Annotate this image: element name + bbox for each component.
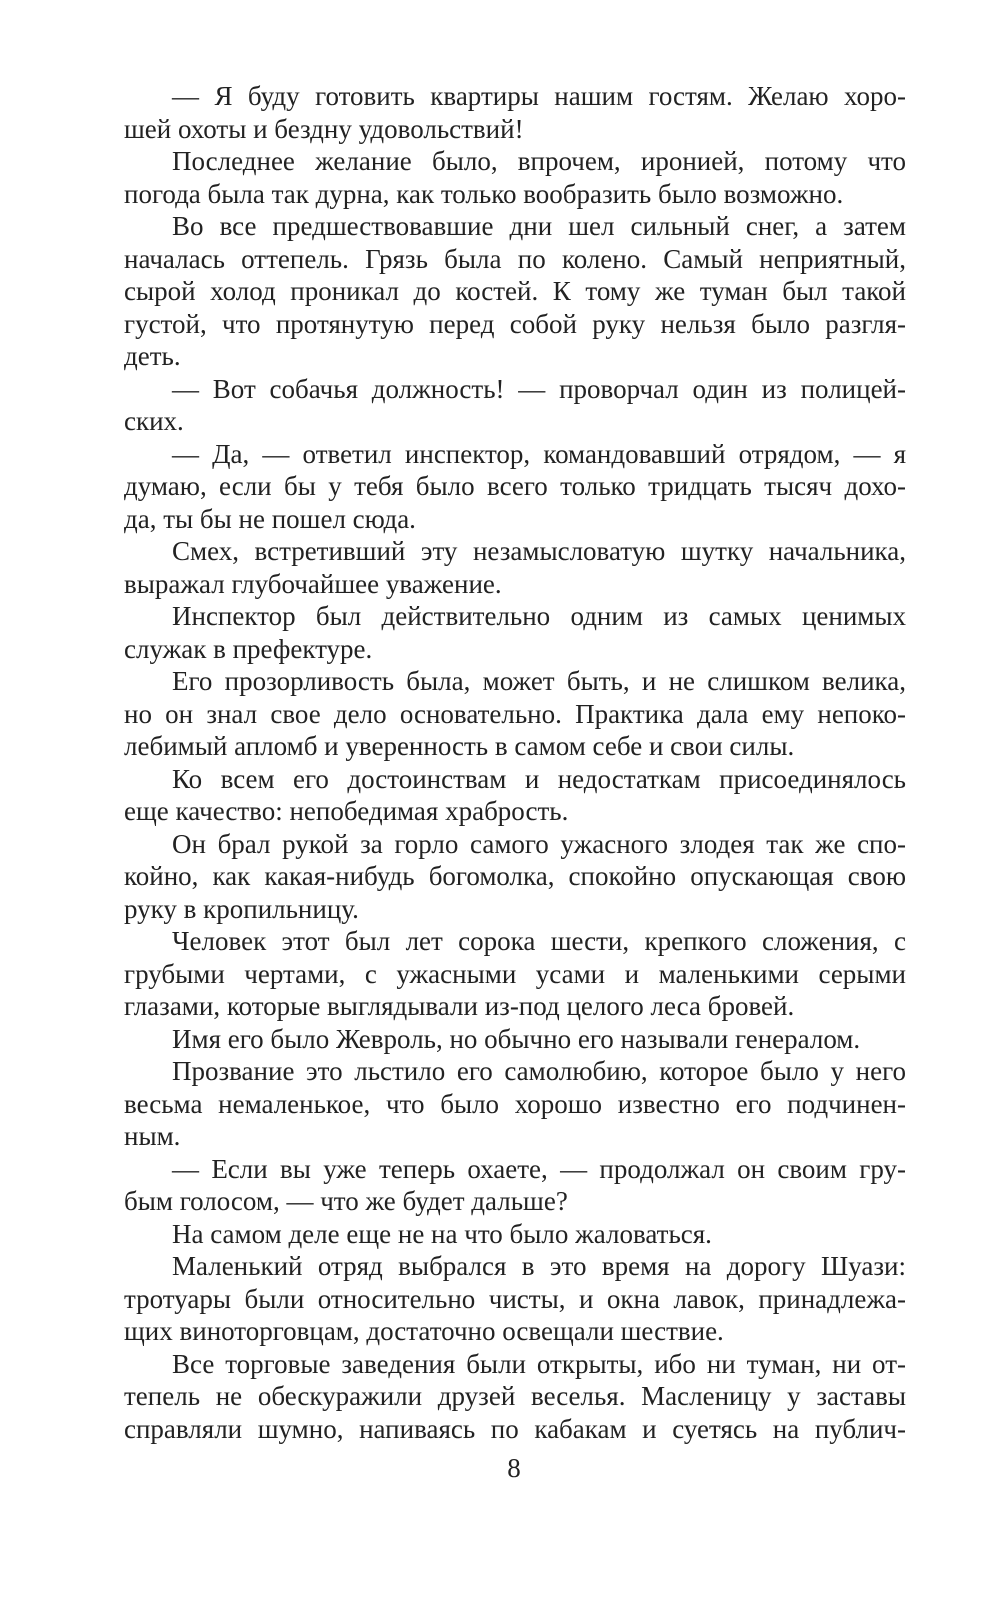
text-line-41: тепель не обескуражили друзей веселья. Масленицу у заставы [124,1381,906,1411]
text-line-9: деть. [124,341,181,371]
text-line-40: Все торговые заведения были открыты, ибо ни туман, ни от- [172,1348,906,1379]
text-line-1: — Я буду готовить квартиры нашим гостям. Желаю хоро- [172,81,906,111]
text-line-24: Он брал рукой за горло самого ужасного злодея так же спо- [172,828,906,859]
text-line-29: глазами, которые выглядывали из-под целого леса бровей. [124,991,795,1021]
text-line-34: — Если вы уже теперь охаете, — продолжал он своим гру- [172,1153,906,1184]
book-page-text [124,80,906,1445]
text-line-14: да, ты бы не пошел сюда. [124,503,416,534]
text-line-2: шей охоты и бездну удовольствий! [124,113,524,144]
text-line-32: весьма немаленькое, что было хорошо известно его подчинен- [124,1088,906,1119]
text-line-39: щих виноторговцам, достаточно освещали шествие. [124,1316,724,1346]
text-line-20: но он знал свое дело основательно. Практика дала ему непоко- [124,698,906,729]
text-line-26: руку в кропильницу. [124,893,359,924]
text-line-18: служак в префектуре. [124,633,373,664]
text-line-42: справляли шумно, напиваясь по кабакам и суетясь на публич- [124,1413,906,1444]
text-line-21: лебимый апломб и уверенность в самом себе и свои силы. [124,731,795,761]
text-line-10: — Вот собачья должность! — проворчал один из полицей- [172,373,906,404]
text-line-22: Ко всем его достоинствам и недостаткам присоединялось [172,763,906,794]
text-line-4: погода была так дурна, как только вообразить было возможно. [124,178,844,209]
text-line-13: думаю, если бы у тебя было всего только тридцать тысяч дохо- [124,471,906,501]
text-line-15: Смех, встретивший эту незамысловатую шутку начальника, [172,536,906,566]
text-line-38: тротуары были относительно чисты, и окна лавок, принадлежа- [124,1283,906,1314]
text-line-19: Его прозорливость была, может быть, и не слишком велика, [172,666,906,696]
text-line-27: Человек этот был лет сорока шести, крепкого сложения, с [172,926,906,956]
text-line-16: выражал глубочайшее уважение. [124,568,502,599]
text-line-5: Во все предшествовавшие дни шел сильный снег, а затем [172,211,906,241]
text-line-28: грубыми чертами, с ужасными усами и маленькими серыми [124,958,906,989]
text-line-33: ным. [124,1121,181,1151]
text-line-31: Прозвание это льстило его самолюбию, которое было у него [172,1056,906,1086]
text-line-23: еще качество: непобедимая храбрость. [124,796,569,826]
text-line-30: Имя его было Жевроль, но обычно его называли генералом. [172,1023,861,1054]
text-line-12: — Да, — ответил инспектор, командовавший отрядом, — я [172,438,906,469]
text-line-25: койно, как какая-нибудь богомолка, спокойно опускающая свою [124,861,906,891]
text-line-7: сырой холод проникал до костей. К тому же туман был такой [124,276,906,306]
text-line-17: Инспектор был действительно одним из самых ценимых [172,601,906,631]
text-line-6: началась оттепель. Грязь была по колено. Самый неприятный, [124,243,906,274]
text-line-8: густой, что протянутую перед собой руку нельзя было разгля- [124,308,906,339]
page-number: 8 [507,1453,521,1483]
text-line-11: ских. [124,406,184,436]
text-line-37: Маленький отряд выбрался в это время на дорогу Шуази: [172,1251,906,1281]
text-line-35: бым голосом, — что же будет дальше? [124,1186,568,1216]
text-line-36: На самом деле еще не на что было жаловаться. [172,1218,712,1249]
text-line-3: Последнее желание было, впрочем, иронией, потому что [172,146,906,176]
